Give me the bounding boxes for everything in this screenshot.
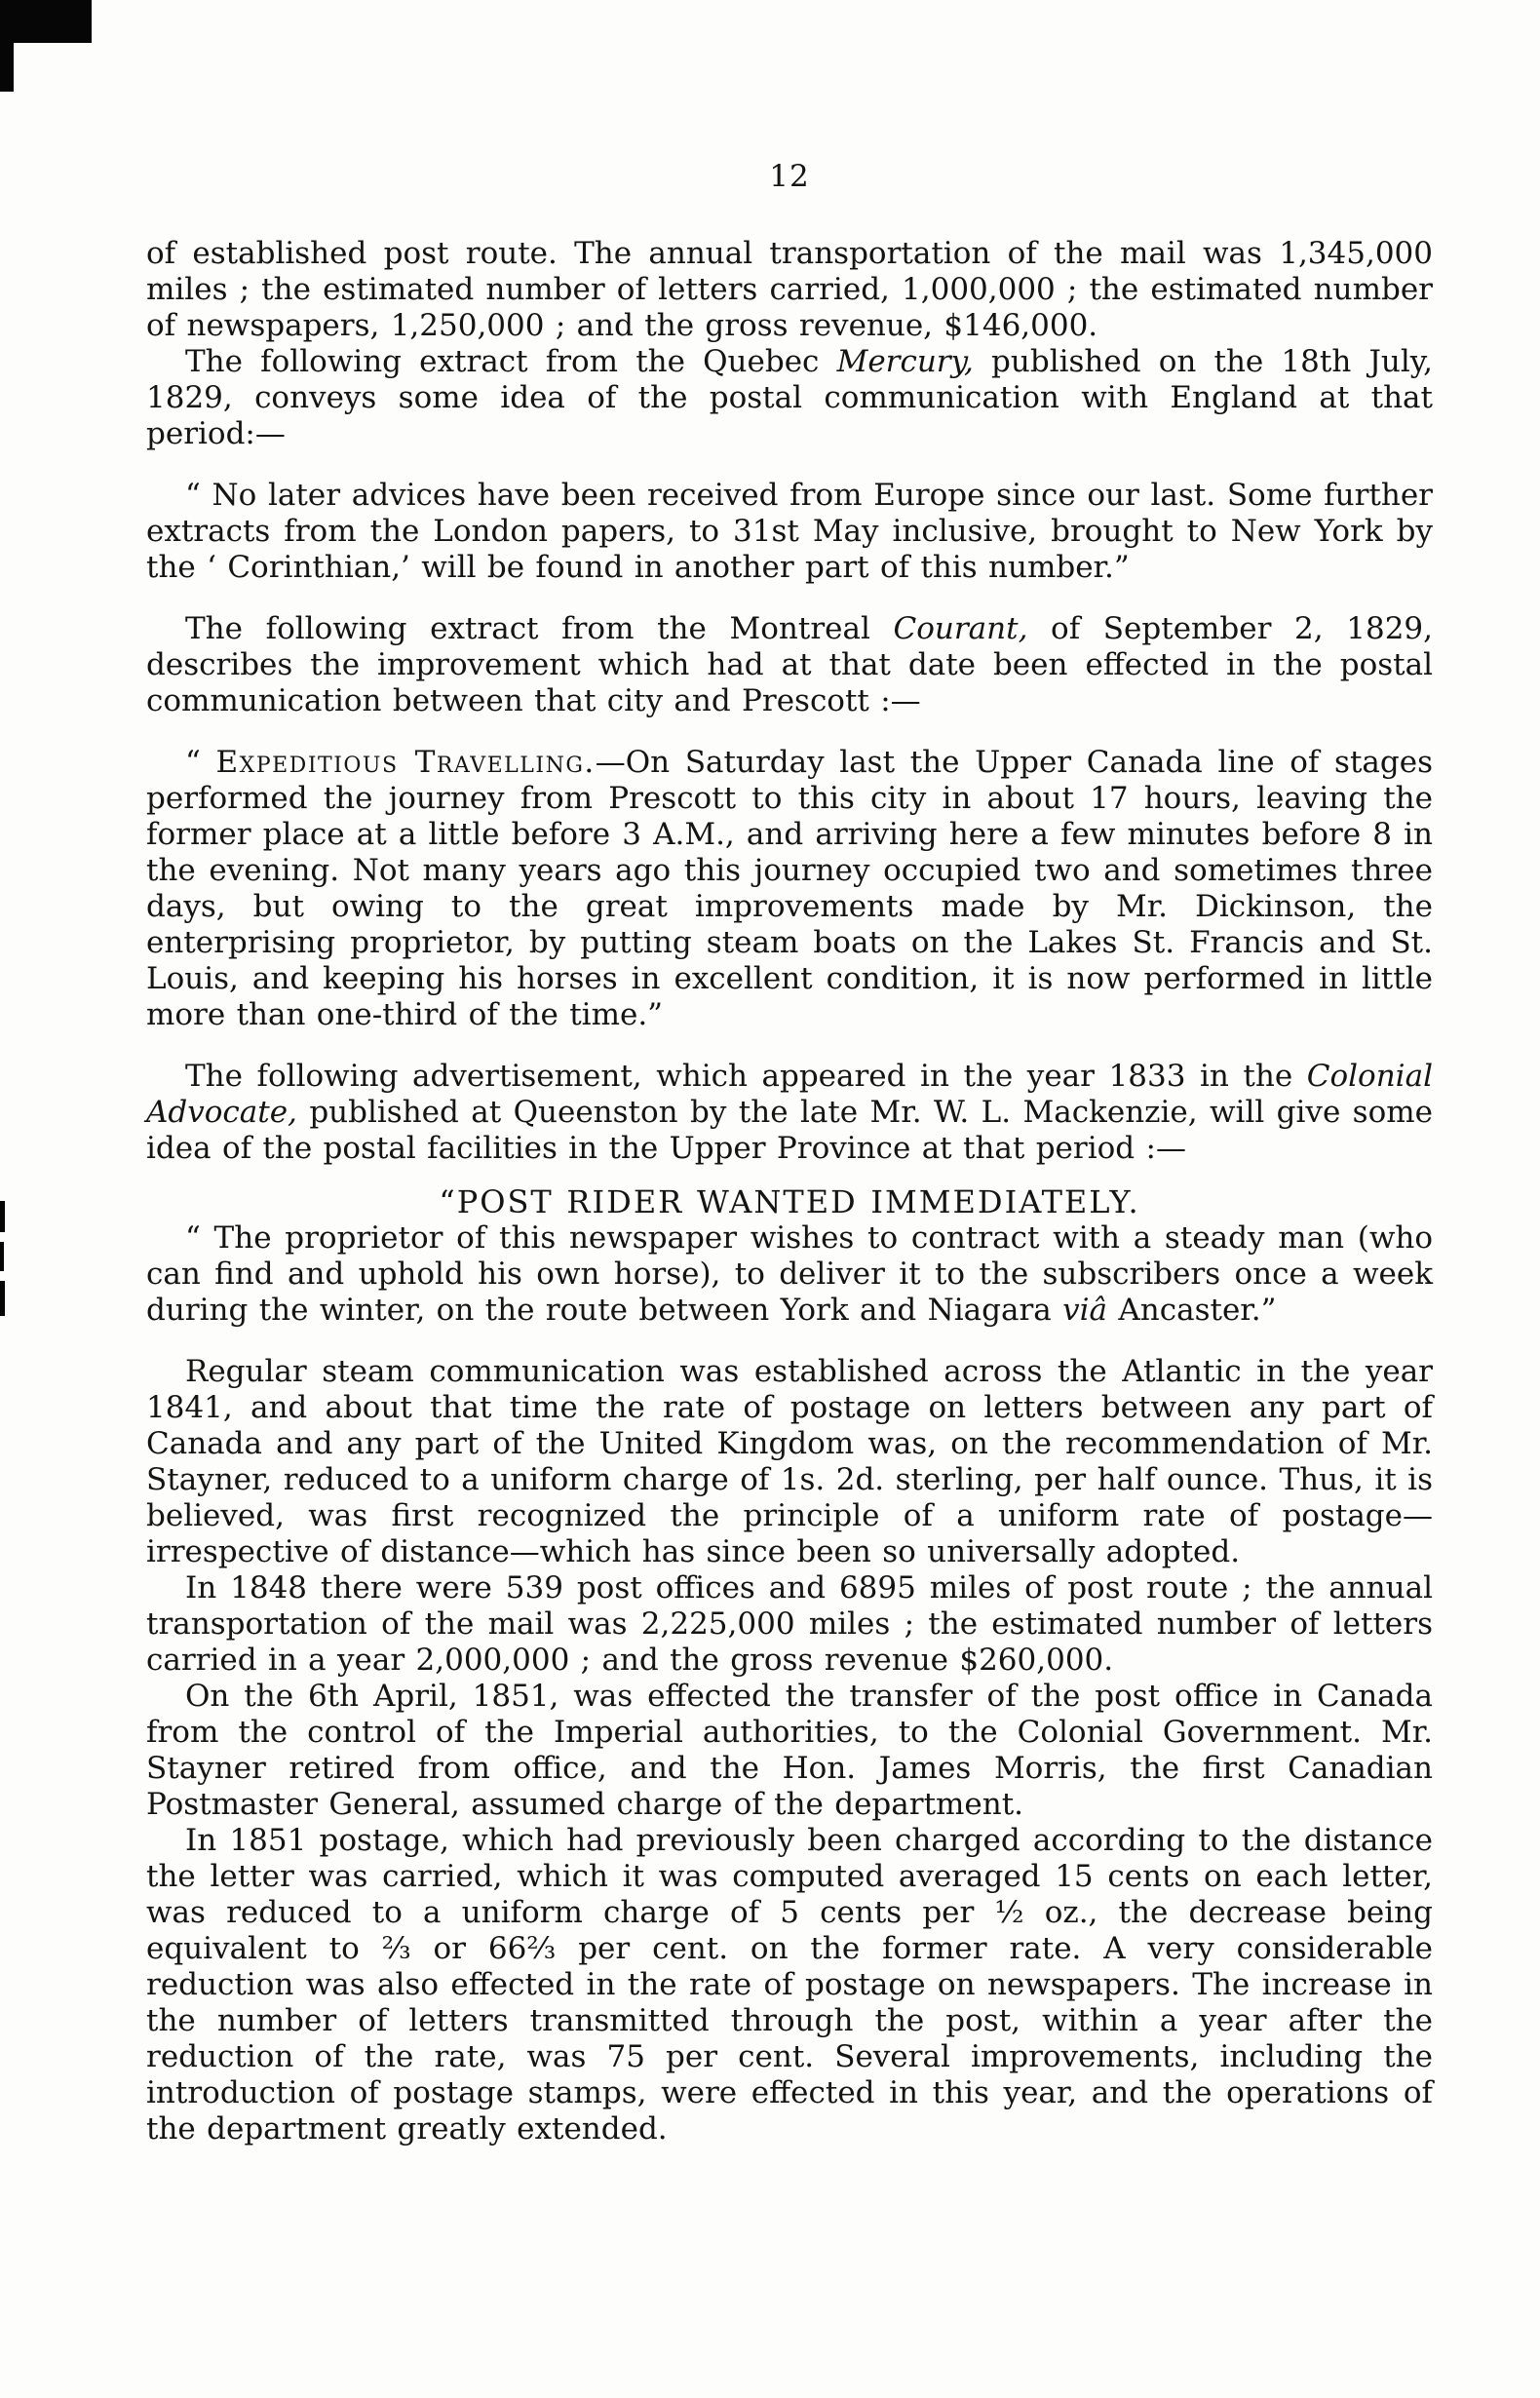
- scan-artifact-corner: [0, 0, 92, 43]
- text-block: [146, 236, 1433, 2147]
- scan-artifact-edge-mark: [0, 1281, 5, 1316]
- scan-artifact-edge-mark: [0, 1201, 5, 1232]
- body-paragraph: Regular steam communication was established across the Atlantic in the year 1841, and about that time the rate of postage on letters between any part of Canada and any part of the United Kingdom was, on the recommendation of Mr. Stayner, reduced to a uniform charge of 1s. 2d. sterling, per half ounce. Thus, it is believed, was first recognized the principle of a uniform rate of postage—irrespective of distance—which has since been so universally adopted.: [146, 1354, 1433, 1569]
- body-paragraph: In 1851 postage, which had previously been charged according to the distance the letter was carried, which it was computed averaged 15 cents on each letter, was reduced to a uniform charge of 5 cents per ½ oz., the decrease being equivalent to ⅔ or 66⅔ per cent. on the former rate. A very considerable reduction was also effected in the rate of postage on newspapers. The increase in the number of letters transmitted through the post, within a year after the reduction of the rate, was 75 per cent. Several improvements, including the introduction of postage stamps, were effected in this year, and the operations of the department greatly extended.: [146, 1823, 1433, 2147]
- quote-paragraph: “ Expeditious Travelling.—On Saturday last the Upper Canada line of stages performed the journey from Prescott to this city in about 17 hours, leaving the former place at a little before 3 A.M., and arriving here a few minutes before 8 in the evening. Not many years ago this journey occupied two and sometimes three days, but owing to the great improvements made by Mr. Dickinson, the enterprising proprietor, by putting steam boats on the Lakes St. Francis and St. Louis, and keeping his horses in excellent condition, it is now performed in little more than one-third of the time.”: [146, 745, 1433, 1032]
- page-number: 12: [769, 159, 810, 194]
- quote-paragraph: “ No later advices have been received from Europe since our last. Some further extracts from the London papers, to 31st May inclusive, brought to New York by the ‘ Corinthian,’ will be found in another part of this number.”: [146, 478, 1433, 585]
- advert-heading: “POST RIDER WANTED IMMEDIATELY.: [439, 1183, 1140, 1220]
- body-paragraph: The following extract from the Quebec Mercury, published on the 18th July, 1829, conveys some idea of the postal communication with England at that period:—: [146, 344, 1434, 451]
- quote-paragraph: “ The proprietor of this newspaper wishes to contract with a steady man (who can find and uphold his own horse), to deliver it to the subscribers once a week during the winter, on the route between York and Niagara viâ Ancaster.”: [146, 1220, 1433, 1328]
- body-paragraph: In 1848 there were 539 post offices and 6895 miles of post route ; the annual transportation of the mail was 2,225,000 miles ; the estimated number of letters carried in a year 2,000,000 ; and the gross revenue $260,000.: [146, 1570, 1433, 1678]
- body-paragraph: The following extract from the Montreal Courant, of September 2, 1829, describes the improvement which had at that date been effected in the postal communication between that city and Prescott :—: [146, 611, 1433, 718]
- scan-artifact-edge-mark: [0, 1242, 4, 1271]
- body-paragraph: The following advertisement, which appeared in the year 1833 in the Colonial Advocate, published at Queenston by the late Mr. W. L. Mackenzie, will give some idea of the postal facilities in the Upper Province at that period :—: [146, 1059, 1433, 1166]
- scan-artifact-corner: [0, 0, 14, 92]
- body-paragraph: of established post route. The annual transportation of the mail was 1,345,000 miles ; the estimated number of letters carried, 1,000,000 ; the estimated number of newspapers, 1,250,000 ; and the gross revenue, $146,000.: [146, 236, 1433, 343]
- body-paragraph: On the 6th April, 1851, was effected the transfer of the post office in Canada from the control of the Imperial authorities, to the Colonial Government. Mr. Stayner retired from office, and the Hon. James Morris, the first Canadian Postmaster General, assumed charge of the department.: [146, 1679, 1433, 1822]
